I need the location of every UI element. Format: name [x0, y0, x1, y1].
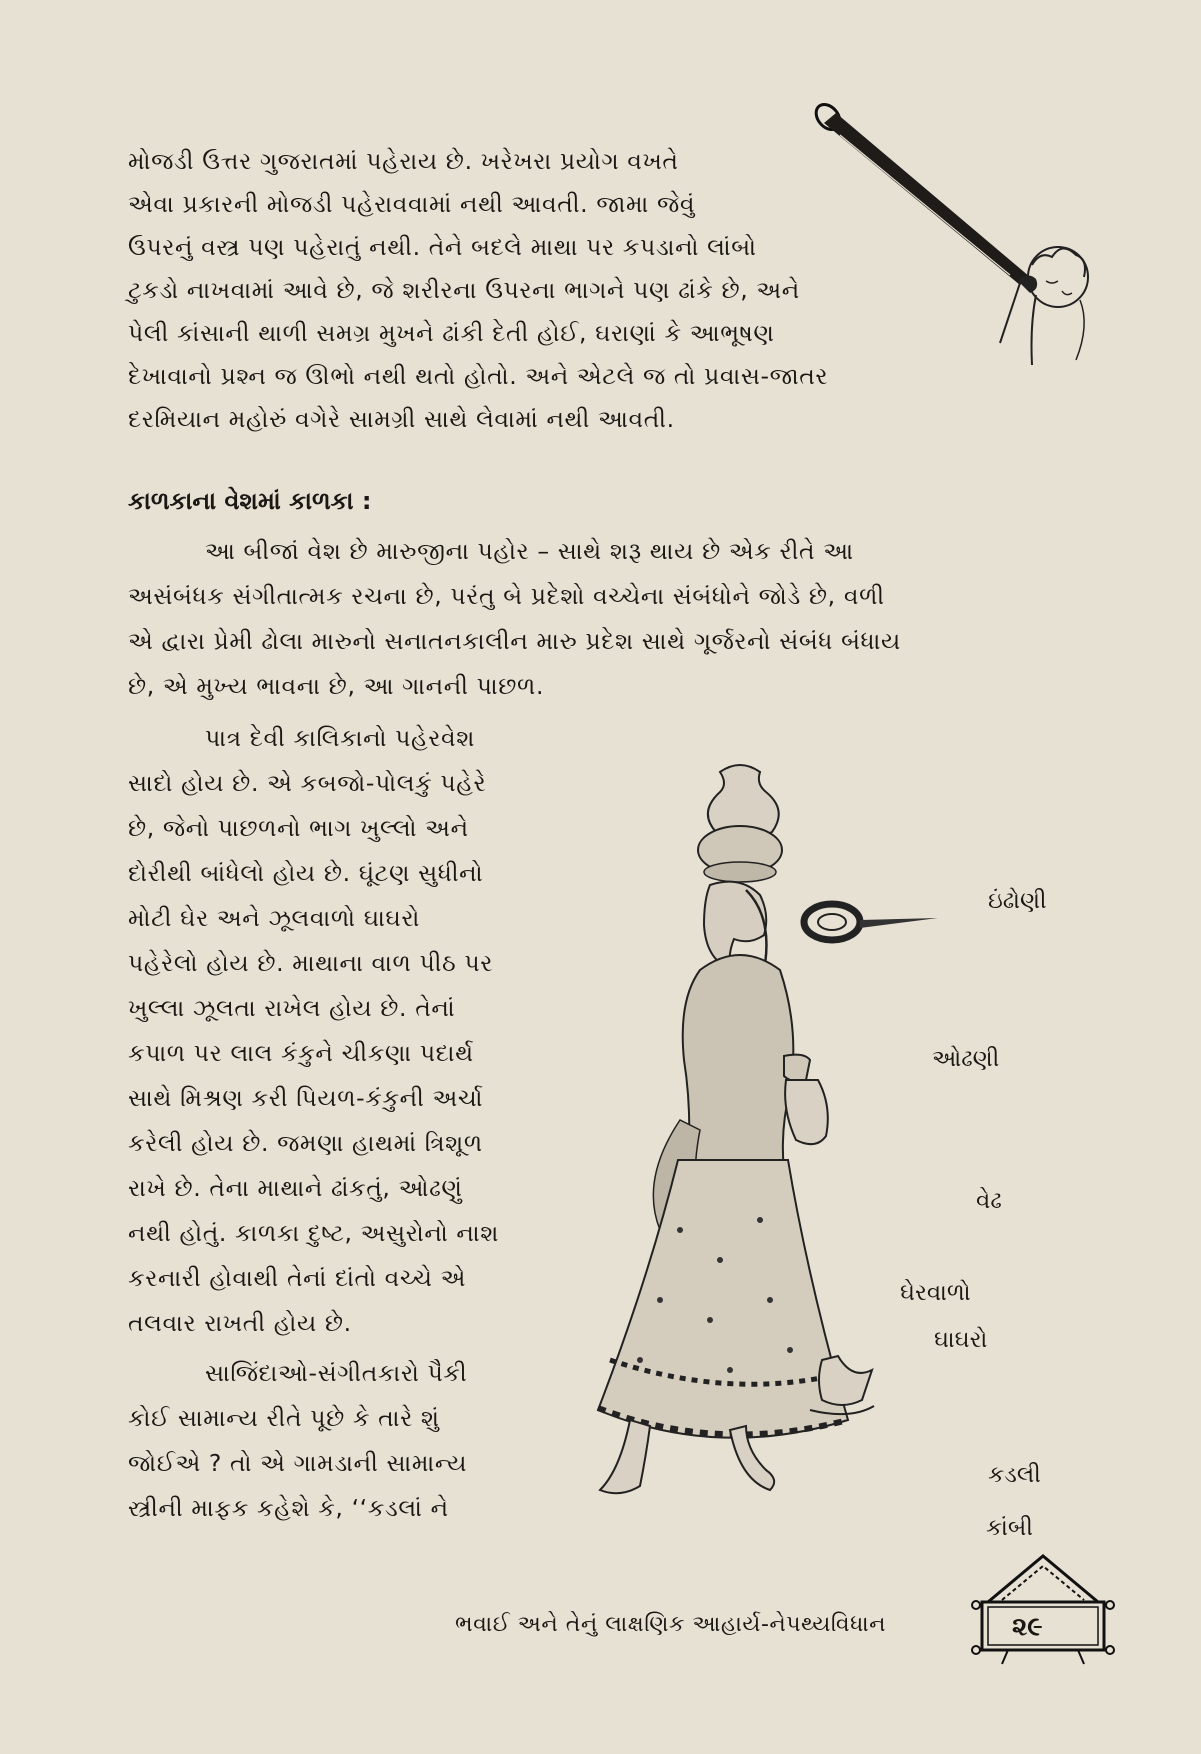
paragraph4-line: જોઈએ ? તો એ ગામડાની સામાન્ય: [128, 1449, 468, 1477]
paragraph3-line: કરનારી હોવાથી તેનાં દાંતો વચ્ચે એ: [128, 1264, 466, 1292]
paragraph1-line: દેખાવાનો પ્રશ્ન જ ઊભો નથી થતો હોતો. અને એટલે જ તો પ્રવાસ-જાતર: [128, 362, 829, 390]
page-number-frame-icon: [968, 1550, 1118, 1670]
paragraph1-line: દરમિયાન મહોરું વગેરે સામગ્રી સાથે લેવામાં નથી આવતી.: [128, 405, 675, 433]
paragraph1-line: પેલી કાંસાની થાળી સમગ્ર મુખને ઢાંકી દેતી હોઈ, ઘરાણાં કે આભૂષણ: [128, 319, 775, 347]
running-footer-title: ભવાઈ અને તેનું લાક્ષણિક આહાર્ય-નેપથ્યવિધાન: [455, 1612, 887, 1637]
paragraph3-line: દોરીથી બાંધેલો હોય છે. ઘૂંટણ સુધીનો: [128, 859, 484, 887]
label-kadli: કડલી: [988, 1462, 1041, 1488]
paragraph3-line: કપાળ પર લાલ કંકુને ચીકણા પદાર્થ: [128, 1039, 474, 1067]
paragraph2-line: આ બીજાં વેશ છે મારુજીના પહોર – સાથે શરૂ થાય છે એક રીતે આ: [205, 537, 854, 565]
paragraph3-line: સાદો હોય છે. એ કબજો-પોલકું પહેરે: [128, 769, 487, 797]
label-kambi: કાંબી: [986, 1515, 1033, 1541]
paragraph4-line: સાજિંદાઓ-સંગીતકારો પૈકી: [205, 1359, 468, 1387]
paragraph1-line: મોજડી ઉત્તર ગુજરાતમાં પહેરાય છે. ખરેખરા પ્રયોગ વખતે: [128, 147, 679, 175]
paragraph3-line: નથી હોતું. કાળકા દુષ્ટ, અસુરોનો નાશ: [128, 1219, 499, 1247]
paragraph3-line: ખુલ્લા ઝૂલતા રાખેલ હોય છે. તેનાં: [128, 994, 456, 1022]
paragraph3-line: છે, જેનો પાછળનો ભાગ ખુલ્લો અને: [128, 814, 469, 842]
paragraph4-line: સ્ત્રીની માફક કહેશે કે, ‘‘કડલાં ને: [128, 1494, 449, 1522]
paragraph2-line: એ દ્વારા પ્રેમી ઢોલા મારુનો સનાતનકાલીન મારુ પ્રદેશ સાથે ગૂર્જરનો સંબંધ બંધાય: [128, 627, 901, 655]
kalika-figure-illustration: [560, 760, 950, 1530]
label-ghaghro: ઘાઘરો: [934, 1327, 988, 1353]
paragraph1-line: ઉપરનું વસ્ત્ર પણ પહેરાતું નથી. તેને બદલે માથા પર કપડાનો લાંબો: [128, 233, 757, 261]
paragraph3-line: કરેલી હોય છે. જમણા હાથમાં ત્રિશૂળ: [128, 1129, 483, 1157]
section-heading: કાળકાના વેશમાં કાળકા :: [128, 487, 372, 515]
paragraph1-line: ટુકડો નાખવામાં આવે છે, જે શરીરના ઉપરના ભાગને પણ ઢાંકે છે, અને: [128, 276, 800, 304]
paragraph3-line: પાત્ર દેવી કાલિકાનો પહેરવેશ: [205, 724, 475, 752]
paragraph2-line: છે, એ મુખ્ય ભાવના છે, આ ગાનની પાછળ.: [128, 672, 545, 700]
label-indhoni: ઇંઢોણી: [988, 888, 1047, 914]
paragraph3-line: પહેરેલો હોય છે. માથાના વાળ પીઠ પર: [128, 949, 494, 977]
trumpet-player-illustration: [810, 95, 1130, 395]
paragraph3-line: સાથે મિશ્રણ કરી પિયળ-કંકુની અર્ચા: [128, 1084, 484, 1112]
paragraph3-line: રાખે છે. તેના માથાને ઢાંકતું, ઓઢણું: [128, 1174, 463, 1202]
page-number: ૨૯: [1012, 1612, 1043, 1642]
paragraph2-line: અસંબંધક સંગીતાત્મક રચના છે, પરંતુ બે પ્રદેશો વચ્ચેના સંબંધોને જોડે છે, વળી: [128, 582, 885, 610]
label-gherval: ઘેરવાળો: [900, 1280, 971, 1306]
paragraph1-line: એવા પ્રકારની મોજડી પહેરાવવામાં નથી આવતી. જામા જેવું: [128, 190, 696, 218]
paragraph4-line: કોઈ સામાન્ય રીતે પૂછે કે તારે શું: [128, 1404, 440, 1432]
label-odhani: ઓઢણી: [932, 1046, 1000, 1072]
label-vedh: વેઢ: [976, 1188, 1002, 1214]
paragraph3-line: મોટી ઘેર અને ઝૂલવાળો ઘાઘરો: [128, 904, 420, 932]
paragraph3-line: તલવાર રાખતી હોય છે.: [128, 1309, 352, 1337]
